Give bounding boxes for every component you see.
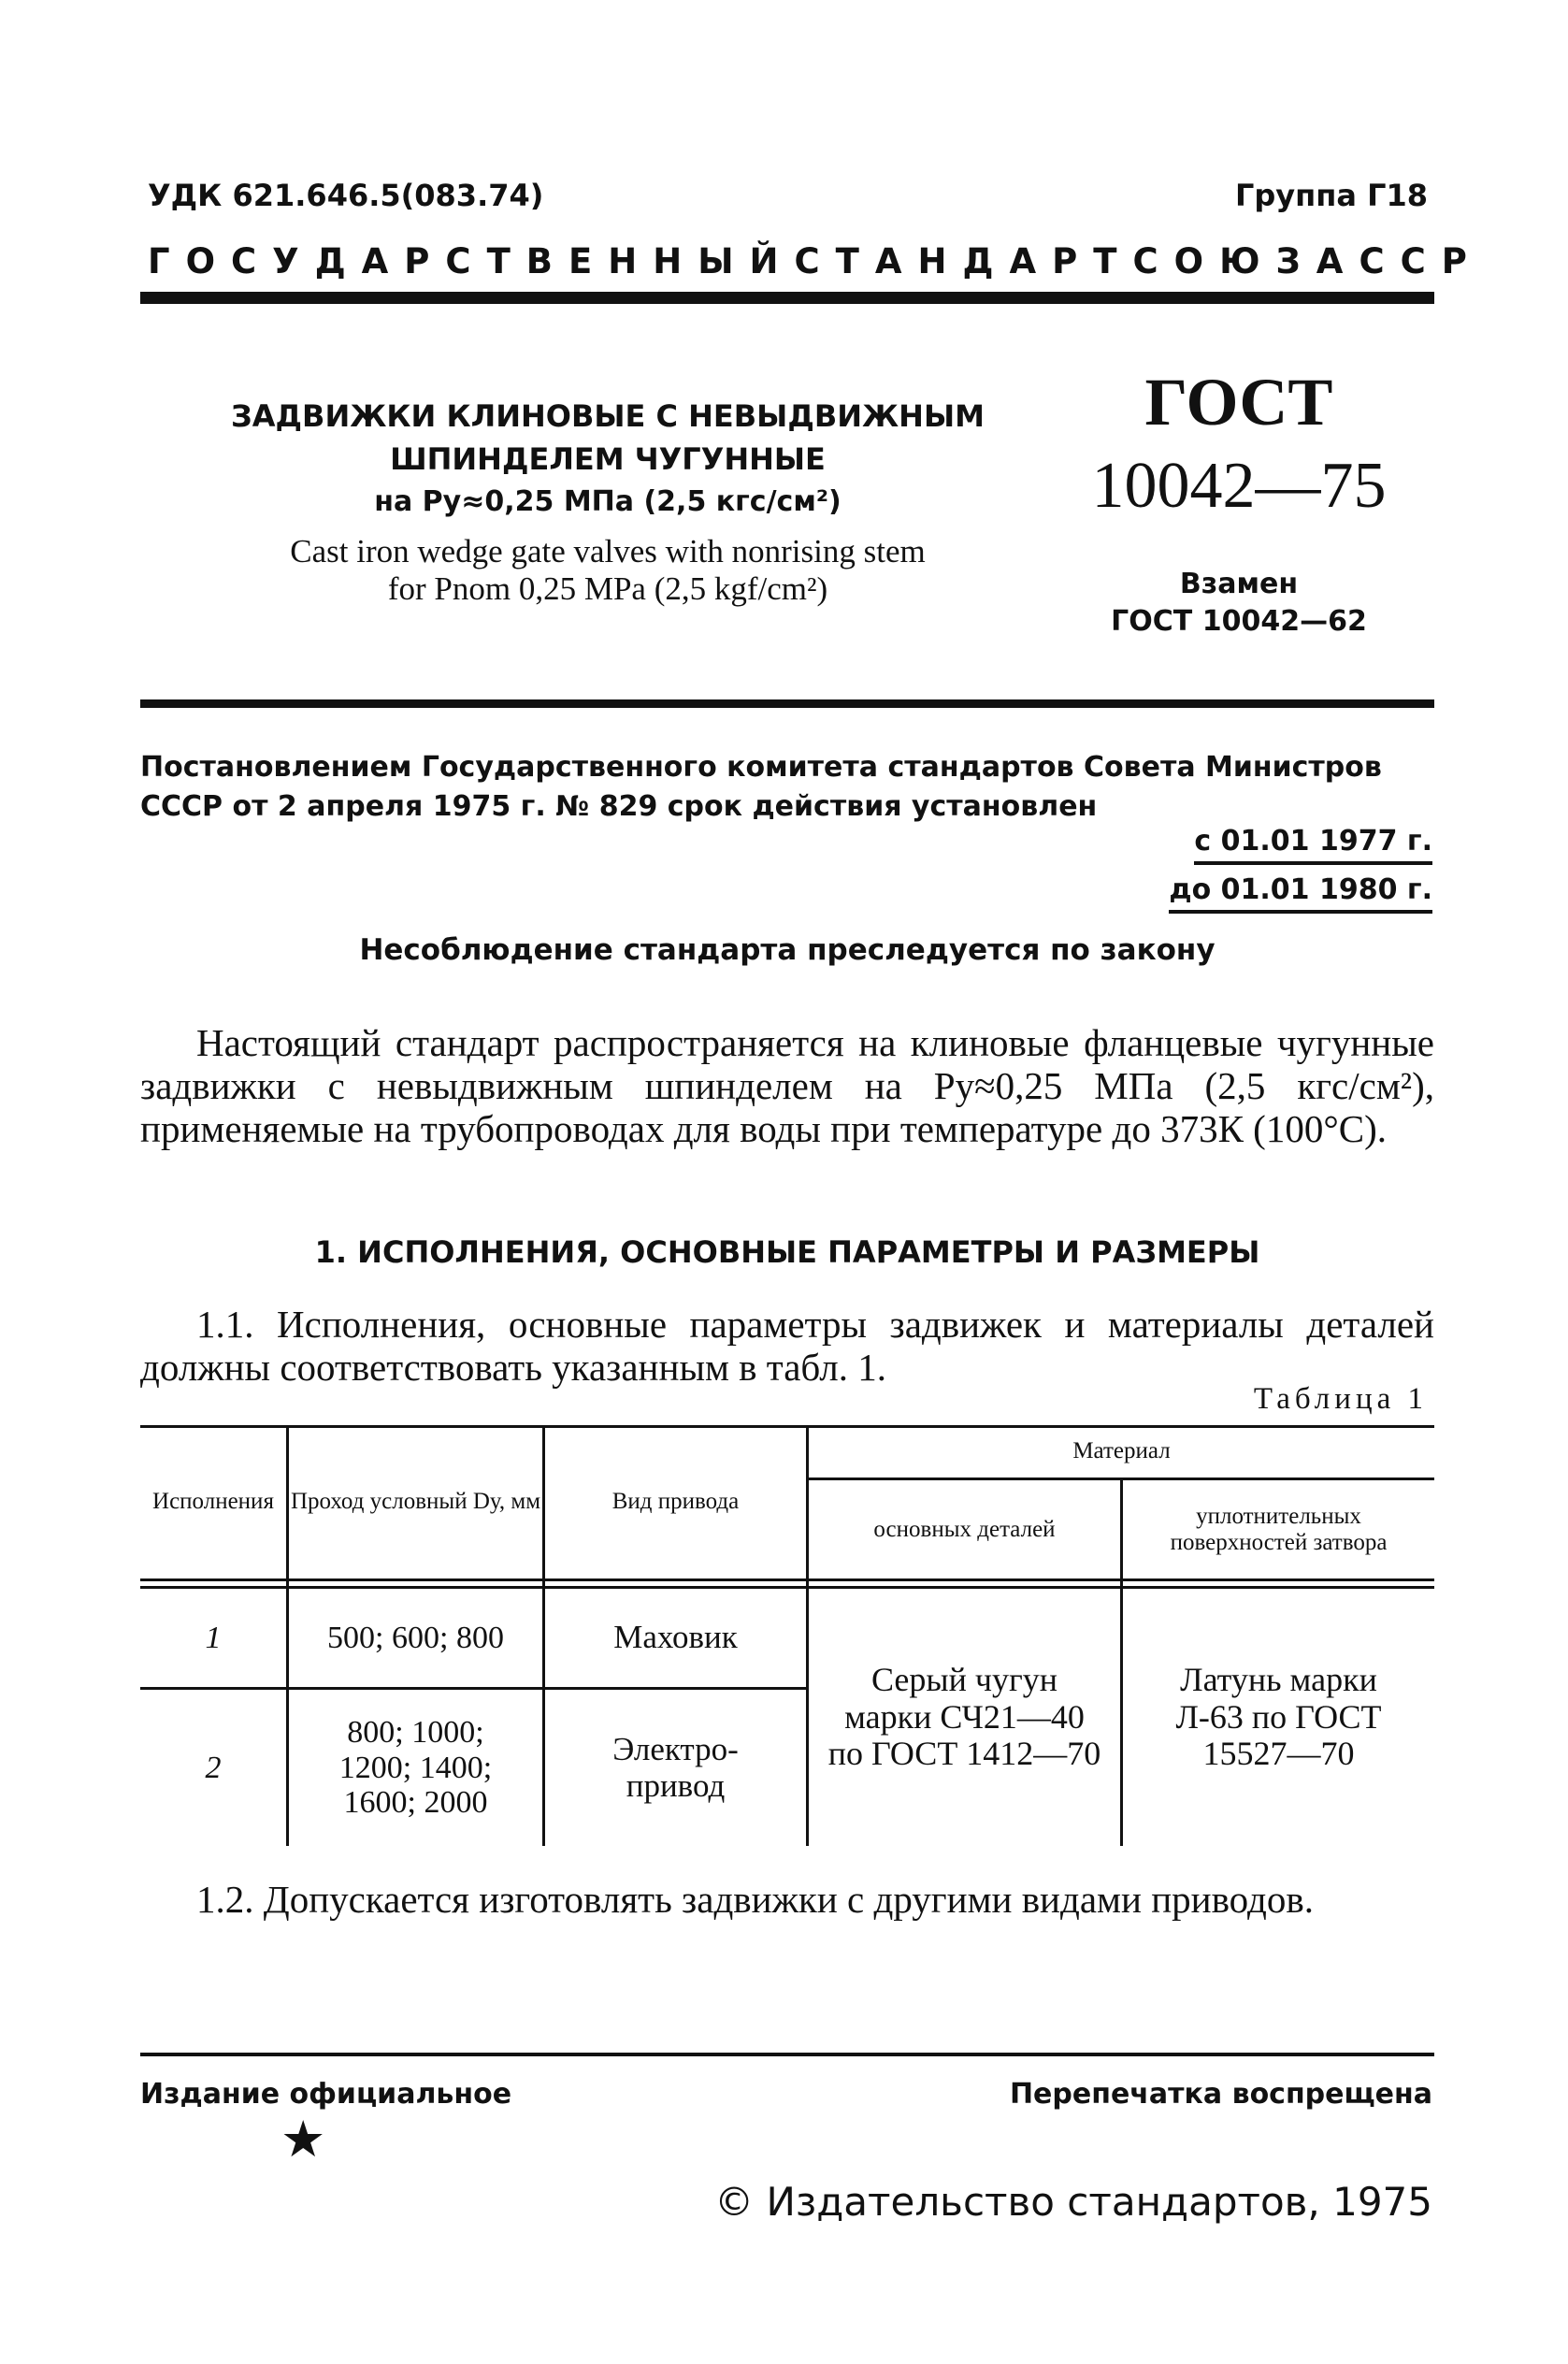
row2-drive: Электро-привод [612,1731,739,1804]
row2-passage: 800; 1000; 1200; 1400; 1600; 2000 [338,1715,493,1821]
star-icon: ★ [281,2112,326,2168]
row2-execution: 2 [205,1750,222,1785]
replaces-standard: ГОСТ 10042—62 [1111,605,1367,638]
table-1 [140,1425,1434,1846]
replaces-block [1066,566,1412,641]
row1-drive: Маховик [613,1619,738,1656]
table-caption: Таблица 1 [1253,1382,1428,1416]
title-line: ЗАДВИЖКИ КЛИНОВЫЕ С НЕВЫДВИЖНЫМ [231,398,985,434]
gost-designation [1066,360,1412,528]
replaces-label: Взамен [1179,568,1299,600]
official-edition: Издание официальное [140,2078,512,2111]
legal-warning: Несоблюдение стандарта преследуется по закону [359,933,1216,967]
title-en-line: Cast iron wedge gate valves with nonrising stem [290,533,926,569]
banner-word: ССР [1359,241,1483,281]
title-english [187,533,1029,608]
title-rule [140,699,1434,708]
decree-text: Постановлением Государственного комитета стандартов Совета Министров СССР от 2 апреля 1975 г. № 829 срок действия установлен [140,751,1382,823]
header-rule [140,292,1434,304]
copyright: © Издательство стандартов, 1975 [714,2179,1432,2225]
state-standard-banner [148,241,1483,281]
paragraph-1-2: 1.2. Допускается изготовлять задвижки с другими видами приводов. [196,1878,1314,1921]
banner-word: ГОСУДАРСТВЕННЫЙ [148,241,795,281]
group-code: Группа Г18 [1234,178,1428,213]
title-en-line: for Pnom 0,25 MPa (2,5 kgf/cm²) [387,570,828,607]
reprint-prohibited: Перепечатка воспрещена [1009,2078,1432,2111]
section-heading: 1. ИСПОЛНЕНИЯ, ОСНОВНЫЕ ПАРАМЕТРЫ И РАЗМЕРЫ [314,1234,1260,1270]
validity-to-text: до 01.01 1980 г. [1169,873,1432,914]
header-drive: Вид привода [611,1489,740,1515]
title-line: ШПИНДЕЛЕМ ЧУГУННЫЕ [390,441,826,477]
row1-passage: 500; 600; 800 [327,1620,504,1655]
footer-rule [140,2053,1434,2056]
row1-execution: 1 [205,1620,222,1655]
intro-paragraph: Настоящий стандарт распространяется на клиновые фланцевые чугунные задвижки с невыдвижным шпинделем на Pу≈0,25 МПа (2,5 кгс/см²), применяемые на трубопроводах для воды при температуре до 373К (100°С). [140,1021,1434,1150]
banner-word: СОЮЗА [1132,241,1359,281]
validity-to [1058,872,1432,909]
gost-label: ГОСТ [1144,365,1333,440]
paragraph-1-1: 1.1. Исполнения, основные параметры задвижек и материалы деталей должны соответствовать указанным в табл. 1. [140,1303,1434,1389]
validity-from-text: с 01.01 1977 г. [1194,825,1432,865]
main-material: Серый чугун марки СЧ21—40 по ГОСТ 1412—70 [827,1661,1101,1773]
header-sealing: уплотнительных поверхностей затвора [1170,1504,1388,1555]
banner-word: СТАНДАРТ [794,241,1133,281]
header-execution: Исполнения [152,1489,274,1515]
table-rule [140,1578,1434,1581]
validity-from [1058,823,1432,860]
title-pressure: на Pу≈0,25 МПа (2,5 кгс/см²) [374,485,842,518]
udk-code: УДК 621.646.5(083.74) [148,178,544,213]
header-main-parts: основных деталей [873,1516,1056,1542]
header-passage: Проход условный Dу, мм [290,1489,541,1515]
header-material: Материал [1072,1438,1171,1464]
seal-material: Латунь марки Л-63 по ГОСТ 15527—70 [1175,1661,1382,1773]
gost-number: 10042—75 [1091,450,1387,522]
title-russian [187,395,1029,524]
